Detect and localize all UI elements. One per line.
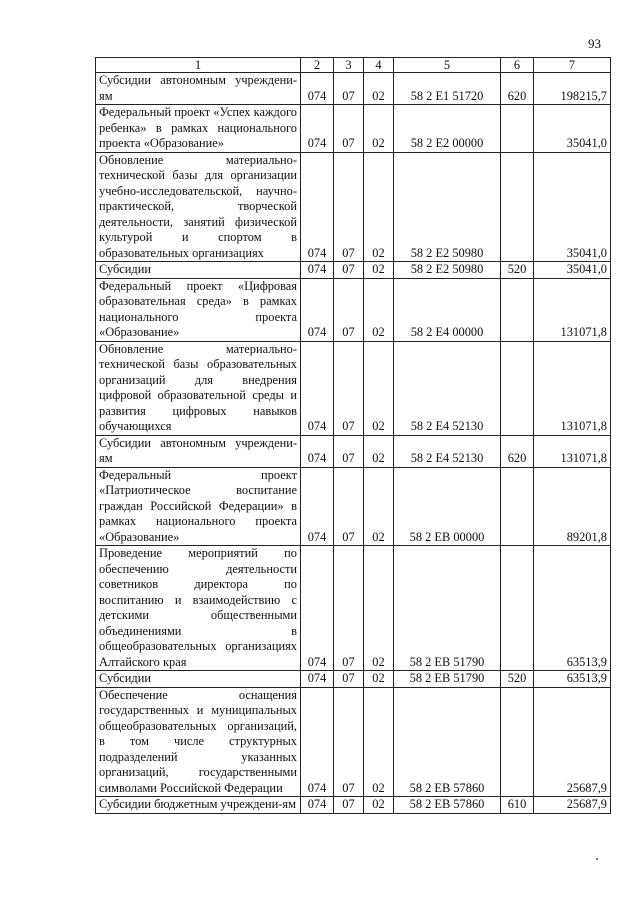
table-row <box>96 546 611 671</box>
row-amount: 35041,0 <box>534 105 611 153</box>
row-name: Проведение мероприятий по обеспечению деятельности советников директора по воспитанию и взаимодействию с детскими общественными объединениями в общеобразовательных организациях Алтайского края <box>96 546 301 671</box>
row-code: 58 2 EB 57860 <box>394 797 501 814</box>
row-col-3: 07 <box>334 278 364 341</box>
header-col-2: 2 <box>301 58 334 73</box>
row-col-4: 02 <box>364 341 394 435</box>
row-col-6: 620 <box>501 73 534 105</box>
row-col-6: 520 <box>501 262 534 279</box>
header-col-7: 7 <box>534 58 611 73</box>
row-amount: 25687,9 <box>534 687 611 797</box>
row-col-3: 07 <box>334 73 364 105</box>
header-col-6: 6 <box>501 58 534 73</box>
row-col-6 <box>501 546 534 671</box>
header-col-3: 3 <box>334 58 364 73</box>
row-amount: 63513,9 <box>534 546 611 671</box>
row-col-3: 07 <box>334 687 364 797</box>
row-col-2: 074 <box>301 152 334 262</box>
row-code: 58 2 E2 50980 <box>394 262 501 279</box>
row-col-3: 07 <box>334 467 364 546</box>
table-row <box>96 435 611 467</box>
row-col-3: 07 <box>334 341 364 435</box>
row-code: 58 2 EB 51790 <box>394 546 501 671</box>
row-code: 58 2 E2 00000 <box>394 105 501 153</box>
table-row <box>96 671 611 688</box>
row-amount: 25687,9 <box>534 797 611 814</box>
row-amount: 131071,8 <box>534 341 611 435</box>
row-col-2: 074 <box>301 435 334 467</box>
row-col-4: 02 <box>364 435 394 467</box>
row-name: Федеральный проект «Цифровая образовательная среда» в рамках национального проекта «Образование» <box>96 278 301 341</box>
header-col-5: 5 <box>394 58 501 73</box>
page-number: 93 <box>588 36 601 51</box>
row-col-2: 074 <box>301 546 334 671</box>
row-col-6: 520 <box>501 671 534 688</box>
row-col-2: 074 <box>301 797 334 814</box>
row-amount: 89201,8 <box>534 467 611 546</box>
row-col-3: 07 <box>334 797 364 814</box>
row-col-2: 074 <box>301 341 334 435</box>
row-code: 58 2 E2 50980 <box>394 152 501 262</box>
table-header-row <box>96 58 611 73</box>
table-row <box>96 105 611 153</box>
row-col-4: 02 <box>364 687 394 797</box>
table-row <box>96 73 611 105</box>
row-amount: 198215,7 <box>534 73 611 105</box>
budget-table <box>95 57 611 814</box>
header-col-1: 1 <box>96 58 301 73</box>
row-name: Субсидии <box>96 671 301 688</box>
row-col-6 <box>501 278 534 341</box>
row-name: Субсидии автономным учреждени-ям <box>96 435 301 467</box>
row-col-4: 02 <box>364 262 394 279</box>
row-col-6: 610 <box>501 797 534 814</box>
row-amount: 35041,0 <box>534 152 611 262</box>
row-col-2: 074 <box>301 262 334 279</box>
row-col-3: 07 <box>334 262 364 279</box>
row-col-6: 620 <box>501 435 534 467</box>
table-row <box>96 797 611 814</box>
row-col-2: 074 <box>301 73 334 105</box>
row-col-2: 074 <box>301 278 334 341</box>
row-code: 58 2 E4 52130 <box>394 341 501 435</box>
row-code: 58 2 EB 51790 <box>394 671 501 688</box>
row-col-4: 02 <box>364 671 394 688</box>
row-name: Федеральный проект «Успех каждого ребенка» в рамках национального проекта «Образование» <box>96 105 301 153</box>
row-name: Субсидии <box>96 262 301 279</box>
row-col-6 <box>501 467 534 546</box>
row-col-4: 02 <box>364 546 394 671</box>
row-name: Субсидии бюджетным учреждени-ям <box>96 797 301 814</box>
table-row <box>96 687 611 797</box>
table-row <box>96 262 611 279</box>
row-code: 58 2 EB 00000 <box>394 467 501 546</box>
row-col-4: 02 <box>364 278 394 341</box>
row-col-4: 02 <box>364 105 394 153</box>
row-amount: 131071,8 <box>534 435 611 467</box>
row-code: 58 2 E4 52130 <box>394 435 501 467</box>
row-col-4: 02 <box>364 797 394 814</box>
table-row <box>96 341 611 435</box>
row-code: 58 2 E1 51720 <box>394 73 501 105</box>
row-col-3: 07 <box>334 435 364 467</box>
row-col-2: 074 <box>301 687 334 797</box>
row-col-3: 07 <box>334 152 364 262</box>
row-col-6 <box>501 687 534 797</box>
header-col-4: 4 <box>364 58 394 73</box>
row-name: Субсидии автономным учреждени-ям <box>96 73 301 105</box>
row-col-6 <box>501 105 534 153</box>
row-amount: 131071,8 <box>534 278 611 341</box>
row-col-4: 02 <box>364 467 394 546</box>
scan-speck <box>596 858 598 860</box>
table-row <box>96 152 611 262</box>
table-row <box>96 278 611 341</box>
row-col-3: 07 <box>334 546 364 671</box>
row-col-4: 02 <box>364 152 394 262</box>
row-code: 58 2 EB 57860 <box>394 687 501 797</box>
row-col-6 <box>501 341 534 435</box>
row-code: 58 2 E4 00000 <box>394 278 501 341</box>
row-col-2: 074 <box>301 467 334 546</box>
row-amount: 35041,0 <box>534 262 611 279</box>
table-row <box>96 467 611 546</box>
row-col-2: 074 <box>301 671 334 688</box>
row-name: Обновление материально-технической базы для организации учебно-исследовательской, научно-практической, творческой деятельности, занятий физической культурой и спортом в образовательных организациях <box>96 152 301 262</box>
row-col-4: 02 <box>364 73 394 105</box>
row-name: Обеспечение оснащения государственных и муниципальных общеобразовательных организаций, в том числе структурных подразделений указанных организаций, государственными символами Российской Федерации <box>96 687 301 797</box>
row-col-3: 07 <box>334 105 364 153</box>
row-amount: 63513,9 <box>534 671 611 688</box>
row-col-6 <box>501 152 534 262</box>
row-name: Обновление материально-технической базы образовательных организаций для внедрения цифровой образовательной среды и развития цифровых навыков обучающихся <box>96 341 301 435</box>
row-col-2: 074 <box>301 105 334 153</box>
row-name: Федеральный проект «Патриотическое воспитание граждан Российской Федерации» в рамках национального проекта «Образование» <box>96 467 301 546</box>
row-col-3: 07 <box>334 671 364 688</box>
